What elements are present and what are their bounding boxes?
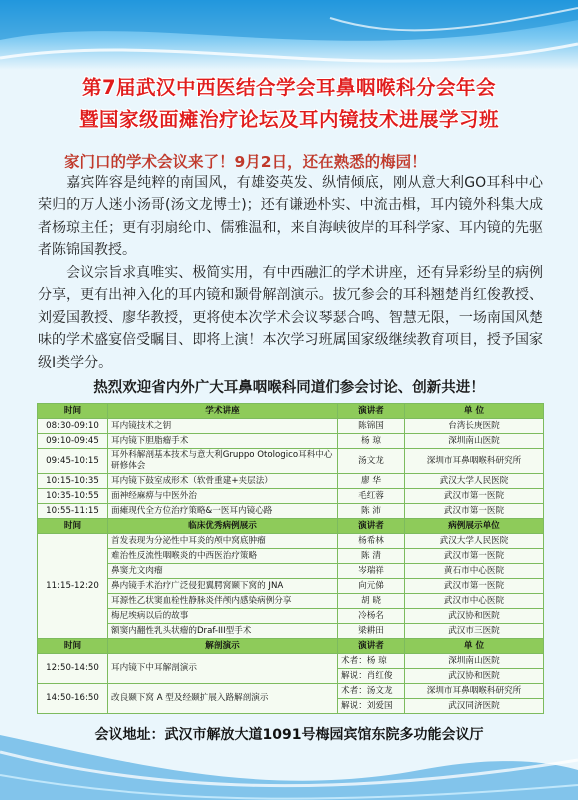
- header-cell: 演讲者: [338, 519, 405, 534]
- welcome-text: 热烈欢迎省内外广大耳鼻咽喉科同道们参会讨论、创新共进！: [93, 380, 485, 396]
- table-row: [38, 419, 544, 434]
- speaker-cell: 杨 琼: [338, 434, 405, 449]
- topic-cell: 面神经麻痹与中医外治: [108, 489, 338, 504]
- time-cell: 11:15-12:20: [38, 534, 108, 639]
- table-row: [38, 504, 544, 519]
- topic-cell: 鼻窦尤文肉瘤: [108, 564, 338, 579]
- unit-cell: 深圳市耳鼻咽喉科研究所: [405, 684, 544, 699]
- unit-cell: 深圳市耳鼻咽喉科研究所: [405, 449, 544, 474]
- table-header-demos: [38, 639, 544, 654]
- table-row: [38, 579, 544, 594]
- header-cell: 时间: [38, 639, 108, 654]
- title-line-2: 暨国家级面瘫治疗论坛及耳内镜技术进展学习班: [78, 108, 499, 131]
- speaker-cell: 毛红蓉: [338, 489, 405, 504]
- unit-cell: 武汉市第一医院: [405, 489, 544, 504]
- unit-cell: 黄石市中心医院: [405, 564, 544, 579]
- topic-cell: 鼻内镜手术治疗广泛侵犯翼腭窝颞下窝的 JNA: [108, 579, 338, 594]
- table-row: [38, 609, 544, 624]
- table-header-cases: [38, 519, 544, 534]
- time-cell: 10:15-10:35: [38, 474, 108, 489]
- title-line-1: 第7届武汉中西医结合学会耳鼻咽喉科分会年会: [81, 76, 497, 99]
- topic-cell: 面瘫现代全方位治疗策略&一医耳内镜心路: [108, 504, 338, 519]
- header-cell: 解剖演示: [108, 639, 338, 654]
- operator-cell: 术者：杨 琼: [338, 654, 405, 669]
- unit-cell: 武汉大学人民医院: [405, 534, 544, 549]
- header-cell: 单 位: [405, 404, 544, 419]
- unit-cell: 武汉市第一医院: [405, 579, 544, 594]
- unit-cell: 武汉市第一医院: [405, 504, 544, 519]
- paragraph-purpose: [38, 262, 543, 374]
- topic-cell: 梅尼埃病以后的故事: [108, 609, 338, 624]
- header-cell: 时间: [38, 404, 108, 419]
- header-cell: 临床优秀病例展示: [108, 519, 338, 534]
- time-cell: 10:55-11:15: [38, 504, 108, 519]
- table-row: [38, 594, 544, 609]
- table-row: [38, 624, 544, 639]
- schedule-table: [37, 403, 544, 714]
- header-cell: 学术讲座: [108, 404, 338, 419]
- time-cell: 10:35-10:55: [38, 489, 108, 504]
- narrator-cell: 解说：肖红俊: [338, 669, 405, 684]
- header-cell: 时间: [38, 519, 108, 534]
- unit-cell: 武汉市中心医院: [405, 594, 544, 609]
- topic-cell: 改良颞下窝 A 型及经颞扩展入路解剖演示: [108, 684, 338, 714]
- time-cell: 08:30-09:10: [38, 419, 108, 434]
- header-cell: 单 位: [405, 639, 544, 654]
- lead-text: 家门口的学术会议来了！9月2日，还在熟悉的梅园！: [64, 153, 427, 171]
- topic-cell: 耳内镜下中耳解剖演示: [108, 654, 338, 684]
- table-row: [38, 474, 544, 489]
- topic-cell: 首发表现为分泌性中耳炎的颅中窝底肿瘤: [108, 534, 338, 549]
- paragraph-guests-text: 嘉宾阵容是纯粹的南国风，有雄姿英发、纵情倾底，刚从意大利GO耳科中心荣归的万人迷小汤哥(汤文龙博士)；还有谦逊朴实、中流击楫，耳内镜外科集大成者杨琼主任；更有羽扇纶巾、儒雅温和，来自海峡彼岸的耳科学家、耳内镜的先驱者陈锦国教授。: [38, 175, 543, 259]
- paragraph-purpose-text: 会议宗旨求真唯实、极简实用，有中西融汇的学术讲座，还有异彩纷呈的病例分享，更有出神入化的耳内镜和颞骨解剖演示。拔冗参会的耳科翘楚肖红俊教授、刘爱国教授、廖华教授，更将使本次学术会议琴瑟合鸣、智慧无限，一场南国风楚味的学术盛宴倍受瞩目、即将上演！本次学习班属国家级继续教育项目，授予国家级Ⅰ类学分。: [38, 265, 543, 371]
- table-row: [38, 654, 544, 669]
- table-row: [38, 564, 544, 579]
- time-cell: 09:45-10:15: [38, 449, 108, 474]
- operator-cell: 术者：汤文龙: [338, 684, 405, 699]
- topic-cell: 耳内镜技术之钥: [108, 419, 338, 434]
- header-cell: 演讲者: [338, 639, 405, 654]
- topic-cell: 耳源性乙状窦血栓性静脉炎伴颅内感染病例分享: [108, 594, 338, 609]
- unit-cell: 武汉协和医院: [405, 609, 544, 624]
- time-cell: 12:50-14:50: [38, 654, 108, 684]
- unit-cell: 台湾长庚医院: [405, 419, 544, 434]
- time-cell: 14:50-16:50: [38, 684, 108, 714]
- unit-cell: 深圳南山医院: [405, 654, 544, 669]
- table-row: [38, 434, 544, 449]
- speaker-cell: 杨希林: [338, 534, 405, 549]
- speaker-cell: 陈锦国: [338, 419, 405, 434]
- unit-cell: 武汉市第一医院: [405, 549, 544, 564]
- table-row: [38, 534, 544, 549]
- unit-cell: 武汉协和医院: [405, 669, 544, 684]
- topic-cell: 难治性反流性咽喉炎的中西医治疗策略: [108, 549, 338, 564]
- header-cell: 演讲者: [338, 404, 405, 419]
- speaker-cell: 廖 华: [338, 474, 405, 489]
- topic-cell: 额窦内翻性乳头状瘤的Draf-III型手术: [108, 624, 338, 639]
- speaker-cell: 陈 清: [338, 549, 405, 564]
- unit-cell: 武汉大学人民医院: [405, 474, 544, 489]
- speaker-cell: 向元俤: [338, 579, 405, 594]
- narrator-cell: 解说：刘爱国: [338, 699, 405, 714]
- topic-cell: 耳内镜下胆脂瘤手术: [108, 434, 338, 449]
- speaker-cell: 梁耕田: [338, 624, 405, 639]
- speaker-cell: 胡 晓: [338, 594, 405, 609]
- table-row: [38, 489, 544, 504]
- paragraph-guests: [38, 172, 543, 262]
- speaker-cell: 陈 沛: [338, 504, 405, 519]
- speaker-cell: 岑瑞祥: [338, 564, 405, 579]
- unit-cell: 武汉市三医院: [405, 624, 544, 639]
- time-cell: 09:10-09:45: [38, 434, 108, 449]
- topic-cell: 耳内镜下鼓室成形术（软骨重建+夹层法）: [108, 474, 338, 489]
- speaker-cell: 汤文龙: [338, 449, 405, 474]
- table-row: [38, 549, 544, 564]
- table-row: [38, 684, 544, 699]
- unit-cell: 深圳南山医院: [405, 434, 544, 449]
- topic-cell: 耳外科解剖基本技术与意大利Gruppo Otologico耳科中心研修体会: [108, 449, 338, 474]
- table-header-lectures: [38, 404, 544, 419]
- speaker-cell: 冷杨名: [338, 609, 405, 624]
- venue-address: 会议地址：武汉市解放大道1091号梅园宾馆东院多功能会议厅: [94, 727, 484, 743]
- table-row: [38, 449, 544, 474]
- unit-cell: 武汉同济医院: [405, 699, 544, 714]
- header-cell: 病例展示单位: [405, 519, 544, 534]
